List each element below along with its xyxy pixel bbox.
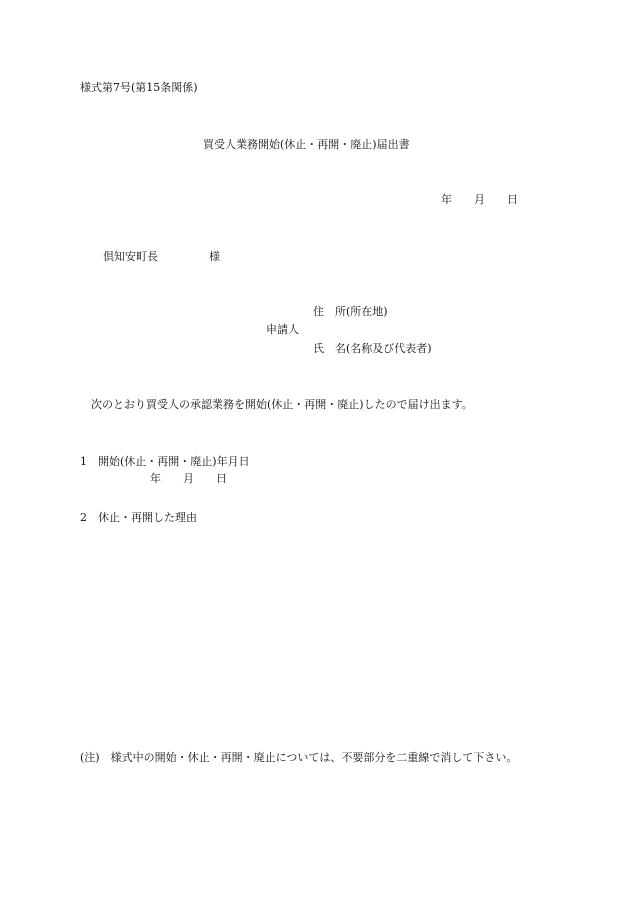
addressee-name: 倶知安町長: [103, 250, 158, 263]
applicant-address-label: 住 所(所在地): [313, 305, 388, 318]
applicant-label: 申請人: [266, 323, 299, 336]
form-number: 様式第7号(第15条関係): [80, 81, 198, 94]
footnote: (注) 様式中の開始・休止・再開・廃止については、不要部分を二重線で消して下さい。: [80, 751, 518, 764]
addressee-honorific: 様: [209, 250, 220, 263]
document-title: 買受人業務開始(休止・再開・廃止)届出書: [203, 138, 410, 151]
item1-label: 1 開始(休止・再開・廃止)年月日: [80, 455, 250, 468]
body-text: 次のとおり買受人の承認業務を開始(休止・再開・廃止)したので届け出ます。: [91, 398, 473, 411]
item2-label: 2 休止・再開した理由: [80, 511, 197, 524]
applicant-name-label: 氏 名(名称及び代表者): [313, 342, 432, 355]
item1-date: 年 月 日: [150, 472, 227, 485]
date-line: 年 月 日: [441, 193, 518, 206]
